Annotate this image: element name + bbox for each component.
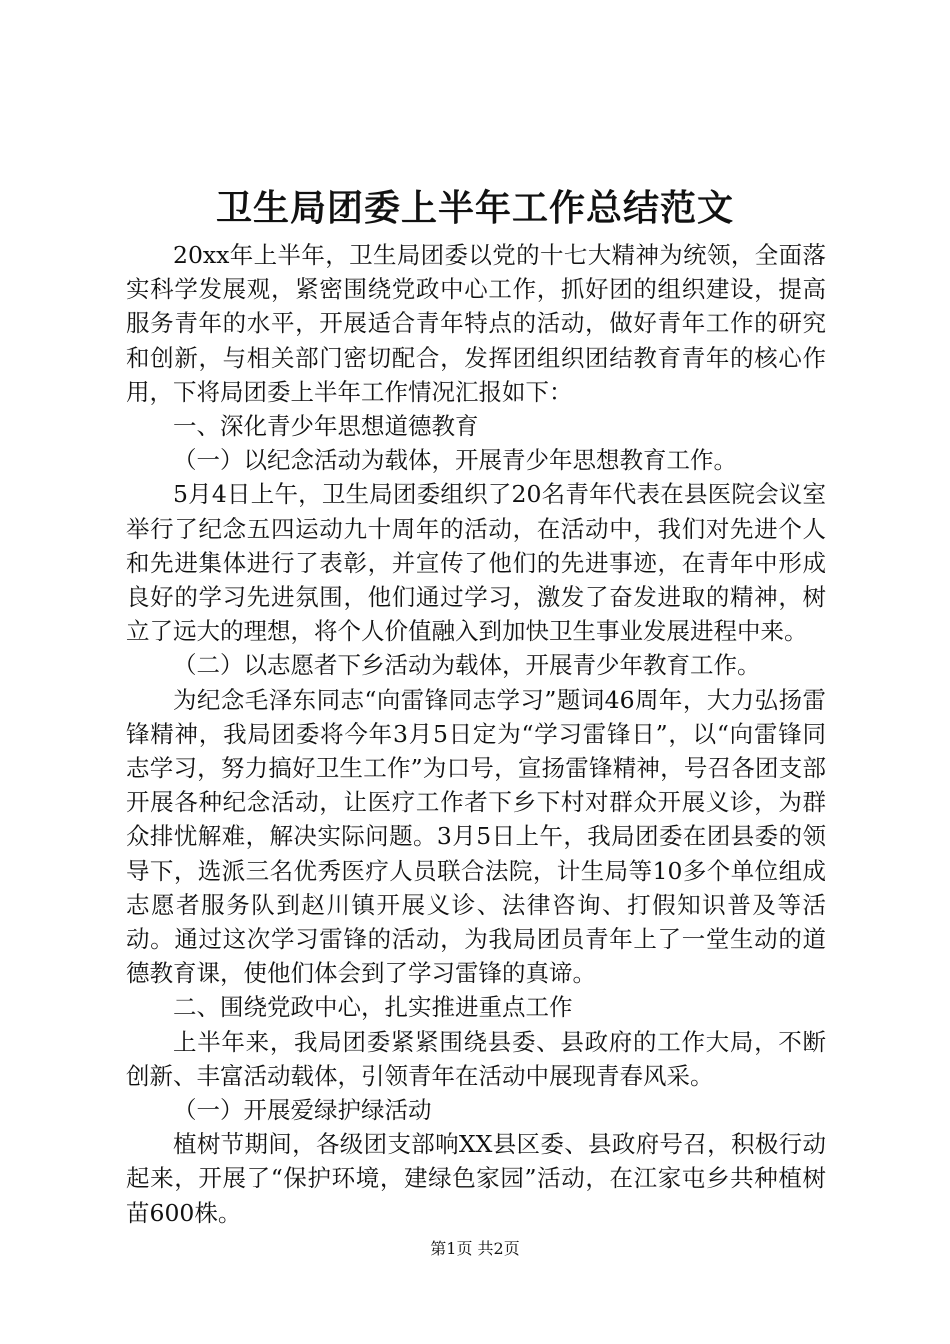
paragraph-may-fourth: 5月4日上午，卫生局团委组织了20名青年代表在县医院会议室举行了纪念五四运动九十周年的活动，在活动中，我们对先进个人和先进集体进行了表彰，并宣传了他们的先进事迹，在青年中形成良好的学习先进氛围，他们通过学习，激发了奋发进取的精神，树立了远大的理想，将个人价值融入到加快卫生事业发展进程中来。 <box>126 480 826 646</box>
subsection-heading-2-1: （一）开展爱绿护绿活动 <box>173 1096 432 1125</box>
document-body <box>126 238 826 1230</box>
paragraph-lei-feng: 为纪念毛泽东同志“向雷锋同志学习”题词46周年，大力弘扬雷锋精神，我局团委将今年3月5日定为“学习雷锋日”，以“向雷锋同志学习，努力搞好卫生工作”为口号，宣扬雷锋精神，号召各团支部开展各种纪念活动，让医疗工作者下乡下村对群众开展义诊，为群众排忧解难，解决实际问题。3月5日上午，我局团委在团县委的领导下，选派三名优秀医疗人员联合法院，计生局等10多个单位组成志愿者服务队到赵川镇开展义诊、法律咨询、打假知识普及等活动。通过这次学习雷锋的活动，为我局团员青年上了一堂生动的道德教育课，使他们体会到了学习雷锋的真谛。 <box>126 685 826 988</box>
paragraph-center-work: 上半年来，我局团委紧紧围绕县委、县政府的工作大局，不断创新、丰富活动载体，引领青年在活动中展现青春风采。 <box>126 1027 826 1090</box>
intro-paragraph: 20xx年上半年，卫生局团委以党的十七大精神为统领，全面落实科学发展观，紧密围绕党政中心工作，抓好团的组织建设，提高服务青年的水平，开展适合青年特点的活动，做好青年工作的研究和创新，与相关部门密切配合，发挥团组织团结教育青年的核心作用，下将局团委上半年工作情况汇报如下： <box>126 241 826 406</box>
document-title: 卫生局团委上半年工作总结范文 <box>215 187 734 229</box>
page-footer: 第1页 共2页 <box>430 1239 520 1258</box>
paragraph-tree-planting: 植树节期间，各级团支部响XX县区委、县政府号召，积极行动起来，开展了“保护环境，建绿色家园”活动，在江家屯乡共种植树苗600株。 <box>126 1130 826 1227</box>
section-heading-2: 二、围绕党政中心，扎实推进重点工作 <box>173 993 573 1022</box>
subsection-heading-1-2: （二）以志愿者下乡活动为载体，开展青少年教育工作。 <box>173 651 761 680</box>
subsection-heading-1-1: （一）以纪念活动为载体，开展青少年思想教育工作。 <box>173 446 737 475</box>
section-heading-1: 一、深化青少年思想道德教育 <box>173 412 479 441</box>
